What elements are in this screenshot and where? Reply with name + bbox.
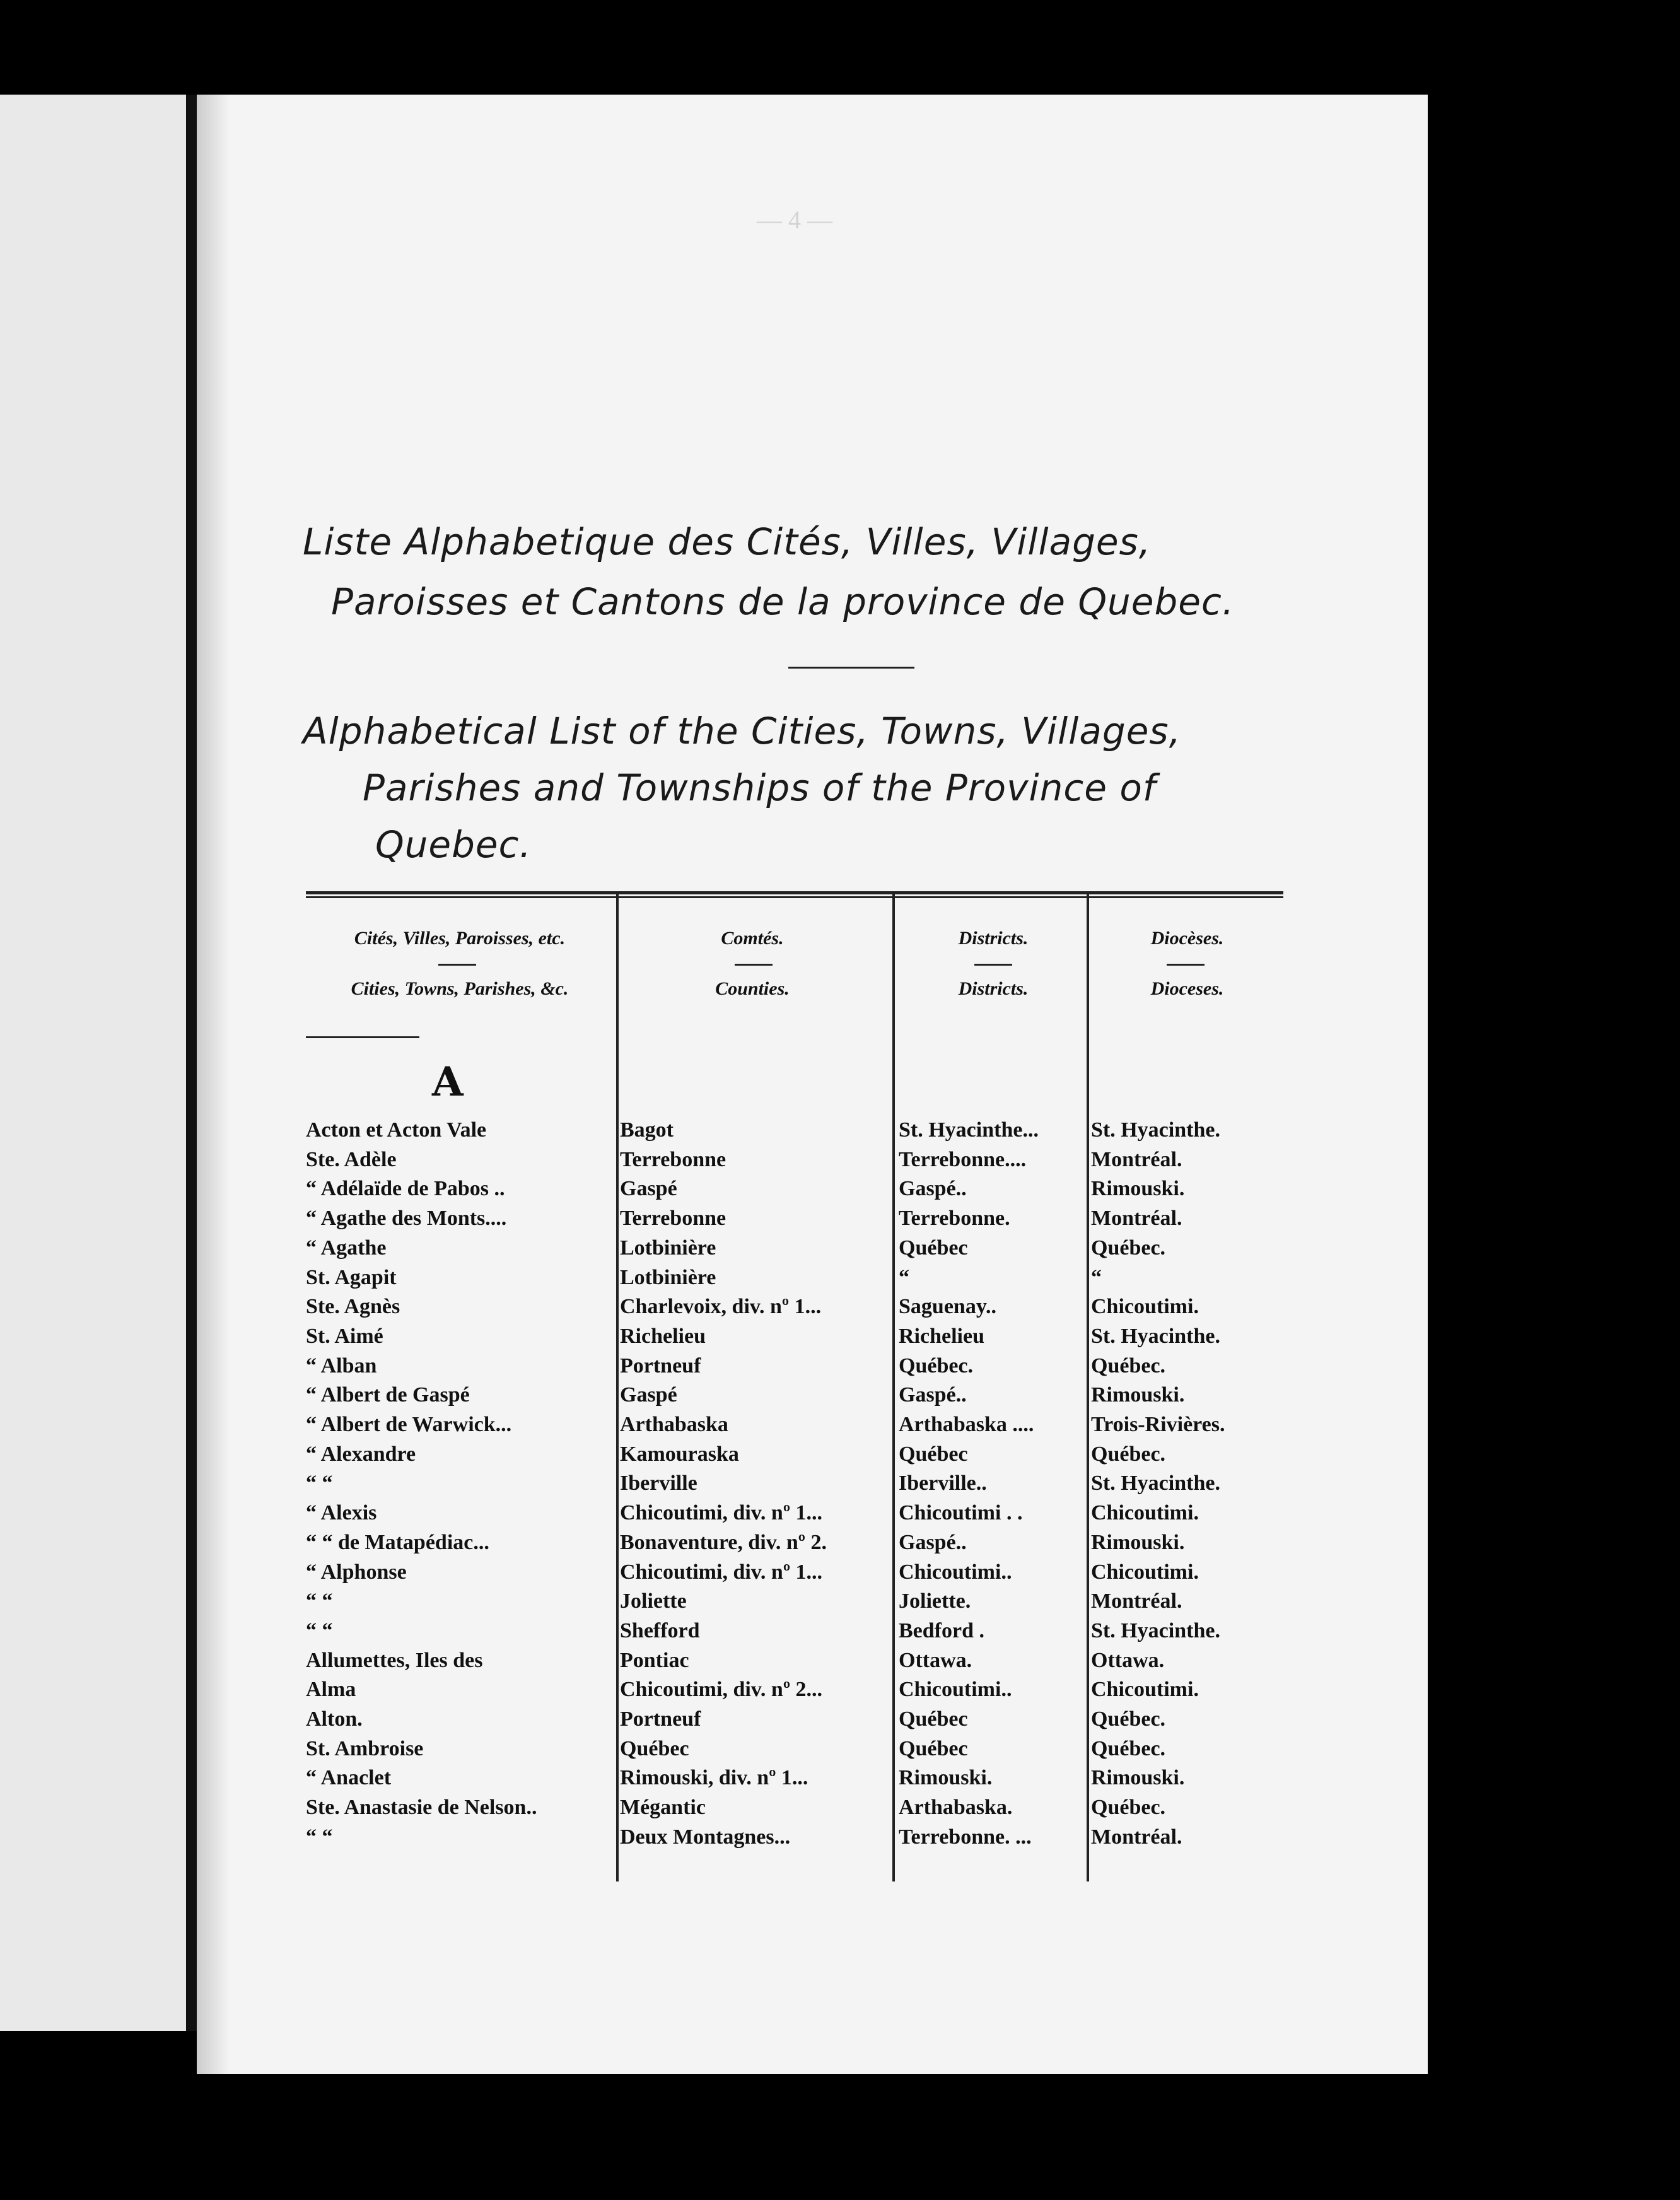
cell-county: Chicoutimi, div. nº 2... [620, 1678, 823, 1702]
table-row [306, 1531, 1283, 1560]
cell-district: Bedford . [899, 1618, 984, 1642]
cell-place: Alton. [306, 1707, 363, 1731]
cell-district: Joliette. [899, 1589, 971, 1613]
header-county-rule [735, 964, 773, 966]
cell-diocese: Rimouski. [1091, 1766, 1185, 1790]
cell-district: Québec [899, 1707, 968, 1731]
cell-county: Joliette [620, 1589, 687, 1613]
table-row [306, 1560, 1283, 1589]
cell-diocese: Chicoutimi. [1091, 1295, 1199, 1319]
table-row [306, 1589, 1283, 1618]
table-row [306, 1236, 1283, 1265]
cell-place: “ Albert de Gaspé [306, 1383, 470, 1407]
cell-diocese: St. Hyacinthe. [1091, 1472, 1220, 1495]
cell-place: “ Alexis [306, 1501, 377, 1525]
cell-county: Bonaventure, div. nº 2. [620, 1530, 827, 1554]
cell-district: Terrebonne. ... [899, 1825, 1032, 1849]
cell-county: Deux Montagnes... [620, 1825, 791, 1849]
cell-place: “ Alban [306, 1354, 377, 1378]
table-row [306, 1619, 1283, 1648]
title-english-line-2: Parishes and Townships of the Province of [363, 766, 1157, 809]
cell-diocese: Montréal. [1091, 1825, 1182, 1849]
table-top-rule-inner [306, 896, 1283, 898]
table-row [306, 1266, 1283, 1295]
cell-diocese: Montréal. [1091, 1589, 1182, 1613]
cell-county: Terrebonne [620, 1207, 726, 1231]
header-county-fr: Comtés. [721, 928, 784, 949]
cell-place: “ “ [306, 1472, 333, 1495]
cell-diocese: Montréal. [1091, 1207, 1182, 1231]
title-english-line-1: Alphabetical List of the Cities, Towns, Villages, [303, 710, 1182, 752]
cell-county: Lotbinière [620, 1236, 716, 1260]
title-divider [788, 667, 914, 669]
cell-district: Québec. [899, 1354, 974, 1378]
cell-county: Gaspé [620, 1383, 677, 1407]
header-district-en: Districts. [958, 978, 1029, 999]
cell-district: Québec [899, 1236, 968, 1260]
table-row [306, 1472, 1283, 1501]
header-diocese-en: Dioceses. [1150, 978, 1224, 999]
table-row [306, 1442, 1283, 1472]
cell-county: Bagot [620, 1118, 674, 1142]
cell-place: Allumettes, Iles des [306, 1648, 483, 1672]
title-english-line-3: Quebec. [375, 823, 532, 866]
cell-district: Terrebonne. [899, 1207, 1010, 1231]
cell-diocese: St. Hyacinthe. [1091, 1118, 1220, 1142]
cell-place: Ste. Anastasie de Nelson.. [306, 1796, 537, 1820]
cell-district: “ [899, 1265, 909, 1289]
cell-county: Portneuf [620, 1354, 701, 1378]
table-row [306, 1354, 1283, 1383]
table-row [306, 1118, 1283, 1147]
cell-diocese: Ottawa. [1091, 1648, 1165, 1672]
cell-county: Kamouraska [620, 1442, 739, 1466]
header-diocese-rule [1167, 964, 1205, 966]
table-row [306, 1678, 1283, 1707]
header-place-fr: Cités, Villes, Paroisses, etc. [354, 928, 566, 949]
table-row [306, 1413, 1283, 1442]
cell-diocese: Chicoutimi. [1091, 1501, 1199, 1525]
cell-place: St. Aimé [306, 1324, 383, 1348]
cell-diocese: Québec. [1091, 1354, 1166, 1378]
cell-place: “ “ [306, 1589, 333, 1613]
cell-place: “ “ de Matapédiac... [306, 1530, 489, 1554]
cell-district: Chicoutimi . . [899, 1501, 1023, 1525]
cell-district: Saguenay.. [899, 1295, 996, 1319]
cell-diocese: Rimouski. [1091, 1530, 1185, 1554]
cell-place: “ Alphonse [306, 1560, 407, 1584]
cell-county: Chicoutimi, div. nº 1... [620, 1560, 823, 1584]
cell-county: Lotbinière [620, 1265, 716, 1289]
cell-district: Gaspé.. [899, 1177, 967, 1201]
cell-district: Québec [899, 1736, 968, 1760]
cell-place: “ “ [306, 1825, 333, 1849]
title-french-line-1: Liste Alphabetique des Cités, Villes, Villages, [303, 520, 1152, 563]
cell-district: Richelieu [899, 1324, 984, 1348]
cell-diocese: Québec. [1091, 1707, 1166, 1731]
cell-place: “ Agathe [306, 1236, 387, 1260]
cell-county: Québec [620, 1736, 689, 1760]
page-number: — 4 — [757, 206, 832, 234]
cell-district: Rimouski. [899, 1766, 993, 1790]
cell-county: Iberville [620, 1472, 697, 1495]
header-district-fr: Districts. [958, 928, 1029, 949]
cell-place: “ Alexandre [306, 1442, 416, 1466]
cell-diocese: St. Hyacinthe. [1091, 1324, 1220, 1348]
table-row [306, 1148, 1283, 1177]
table-row [306, 1707, 1283, 1736]
cell-diocese: “ [1091, 1265, 1102, 1289]
cell-county: Shefford [620, 1618, 700, 1642]
cell-district: Chicoutimi.. [899, 1678, 1012, 1702]
title-french-line-2: Paroisses et Cantons de la province de Quebec. [331, 580, 1235, 623]
cell-place: Ste. Adèle [306, 1147, 397, 1171]
table-row [306, 1766, 1283, 1795]
cell-place: “ Albert de Warwick... [306, 1413, 512, 1436]
cell-diocese: St. Hyacinthe. [1091, 1618, 1220, 1642]
cell-county: Portneuf [620, 1707, 701, 1731]
cell-diocese: Québec. [1091, 1442, 1166, 1466]
table-row [306, 1737, 1283, 1766]
cell-county: Gaspé [620, 1177, 677, 1201]
places-table [306, 891, 1283, 1881]
cell-county: Terrebonne [620, 1147, 726, 1171]
cell-district: Ottawa. [899, 1648, 972, 1672]
cell-county: Pontiac [620, 1648, 689, 1672]
cell-place: “ Anaclet [306, 1766, 392, 1790]
cell-diocese: Québec. [1091, 1736, 1166, 1760]
cell-place: St. Agapit [306, 1265, 397, 1289]
table-top-rule [306, 891, 1283, 894]
cell-county: Rimouski, div. nº 1... [620, 1766, 808, 1790]
table-row [306, 1501, 1283, 1530]
cell-diocese: Chicoutimi. [1091, 1678, 1199, 1702]
cell-district: Gaspé.. [899, 1383, 967, 1407]
cell-place: Acton et Acton Vale [306, 1118, 487, 1142]
table-row [306, 1177, 1283, 1206]
section-letter: A [432, 1058, 464, 1106]
cell-diocese: Québec. [1091, 1236, 1166, 1260]
table-row [306, 1825, 1283, 1854]
cell-diocese: Rimouski. [1091, 1383, 1185, 1407]
cell-district: Iberville.. [899, 1472, 987, 1495]
cell-diocese: Trois-Rivières. [1091, 1413, 1225, 1436]
cell-district: Québec [899, 1442, 968, 1466]
cell-district: St. Hyacinthe... [899, 1118, 1039, 1142]
cell-district: Chicoutimi.. [899, 1560, 1012, 1584]
cell-place: “ Agathe des Monts.... [306, 1207, 507, 1231]
table-row [306, 1325, 1283, 1354]
page-binding-shadow [197, 95, 230, 2074]
table-row [306, 1649, 1283, 1678]
cell-diocese: Québec. [1091, 1796, 1166, 1820]
facing-page [0, 95, 186, 2031]
header-county-en: Counties. [715, 978, 790, 999]
table-row [306, 1207, 1283, 1236]
cell-district: Gaspé.. [899, 1530, 967, 1554]
cell-district: Arthabaska .... [899, 1413, 1034, 1436]
cell-county: Arthabaska [620, 1413, 728, 1436]
header-place-en: Cities, Towns, Parishes, &c. [351, 978, 569, 999]
cell-diocese: Chicoutimi. [1091, 1560, 1199, 1584]
header-place-rule [438, 964, 476, 966]
header-diocese-fr: Diocèses. [1150, 928, 1224, 949]
table-row [306, 1295, 1283, 1324]
cell-district: Terrebonne.... [899, 1147, 1027, 1171]
cell-county: Richelieu [620, 1324, 706, 1348]
cell-district: Arthabaska. [899, 1796, 1013, 1820]
cell-diocese: Montréal. [1091, 1147, 1182, 1171]
cell-place: Ste. Agnès [306, 1295, 400, 1319]
cell-diocese: Rimouski. [1091, 1177, 1185, 1201]
header-district-rule [974, 964, 1012, 966]
cell-county: Charlevoix, div. nº 1... [620, 1295, 822, 1319]
cell-place: Alma [306, 1678, 356, 1702]
table-row [306, 1383, 1283, 1412]
cell-place: “ “ [306, 1618, 333, 1642]
cell-place: “ Adélaïde de Pabos .. [306, 1177, 505, 1201]
cell-place: St. Ambroise [306, 1736, 424, 1760]
cell-county: Mégantic [620, 1796, 706, 1820]
header-bottom-rule [306, 1036, 419, 1038]
table-row [306, 1796, 1283, 1825]
cell-county: Chicoutimi, div. nº 1... [620, 1501, 823, 1525]
